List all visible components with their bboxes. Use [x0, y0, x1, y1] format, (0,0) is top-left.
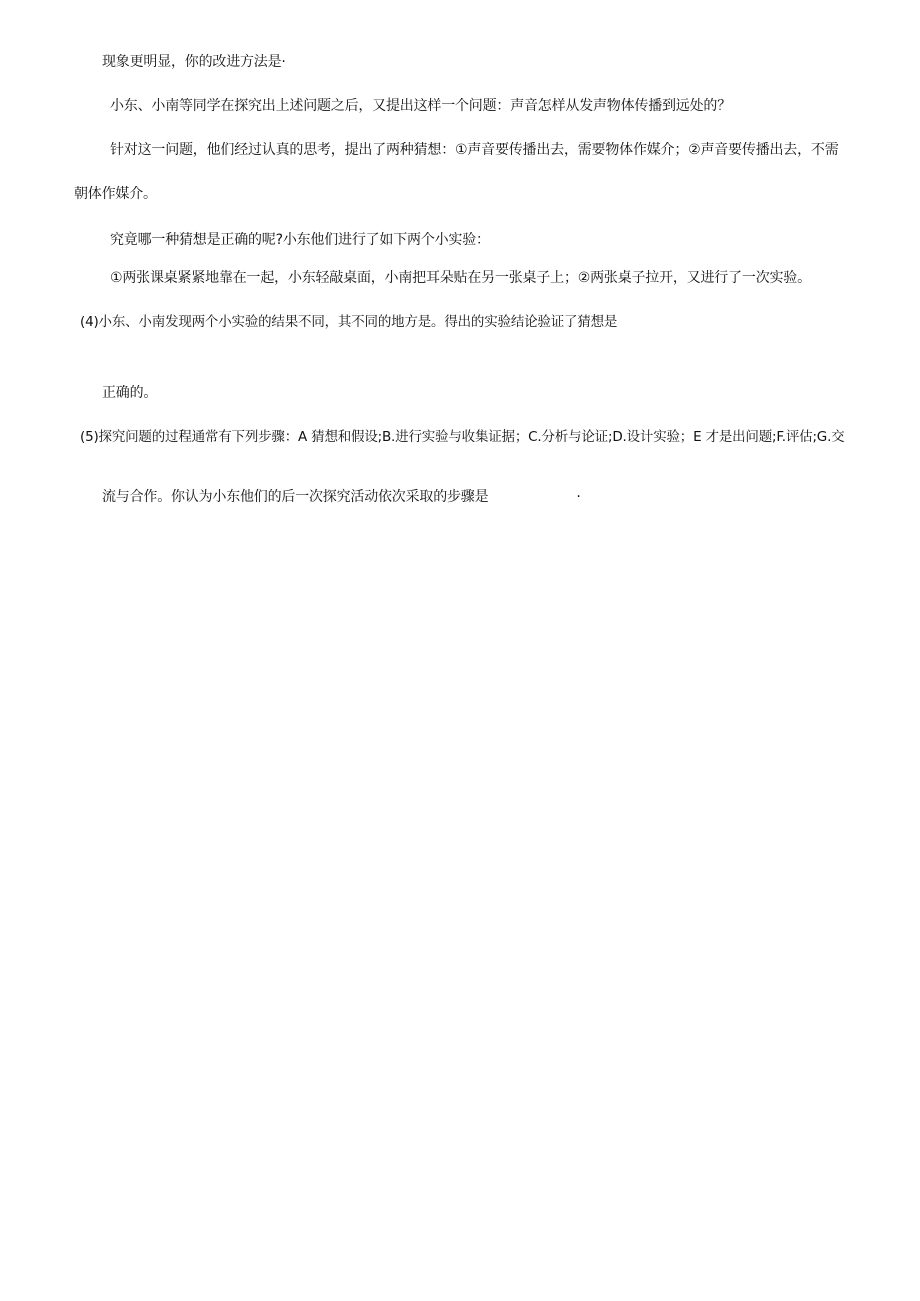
question-5: (5)探究问题的过程通常有下列步骤：A 猜想和假设;B.进行实验与收集证据；C.分析与论证;D.设计实验；E 才是出问题;F.评估;G.交 [80, 429, 845, 445]
text-line-new-question: 小东、小南等同学在探究出上述问题之后，又提出这样一个问题：声音怎样从发声物体传播到远处的？ [110, 98, 731, 114]
question-4-cont: 正确的。 [102, 385, 158, 401]
text-line-which-correct: 究竟哪一种猜想是正确的呢?小东他们进行了如下两个小实验： [110, 232, 490, 248]
question-5-cont-text: 流与合作。你认为小东他们的后一次探究活动依次采取的步骤是 [102, 489, 489, 505]
text-line-improvement-method: 现象更明显，你的改进方法是· [102, 54, 286, 70]
question-5-cont [102, 488, 581, 506]
text-line-hypotheses-cont: 朝体作媒介。 [74, 186, 157, 202]
text-line-hypotheses: 针对这一问题，他们经过认真的思考，提出了两种猜想：①声音要传播出去，需要物体作媒介；②声音要传播出去，不需 [110, 142, 839, 158]
trailing-dot: · [576, 489, 581, 505]
question-4: (4)小东、小南发现两个小实验的结果不同，其不同的地方是。得出的实验结论验证了猜想是 [80, 314, 618, 330]
text-line-experiments: ①两张课桌紧紧地靠在一起，小东轻敲桌面，小南把耳朵贴在另一张桌子上；②两张桌子拉开，又进行了一次实验。 [110, 270, 811, 286]
